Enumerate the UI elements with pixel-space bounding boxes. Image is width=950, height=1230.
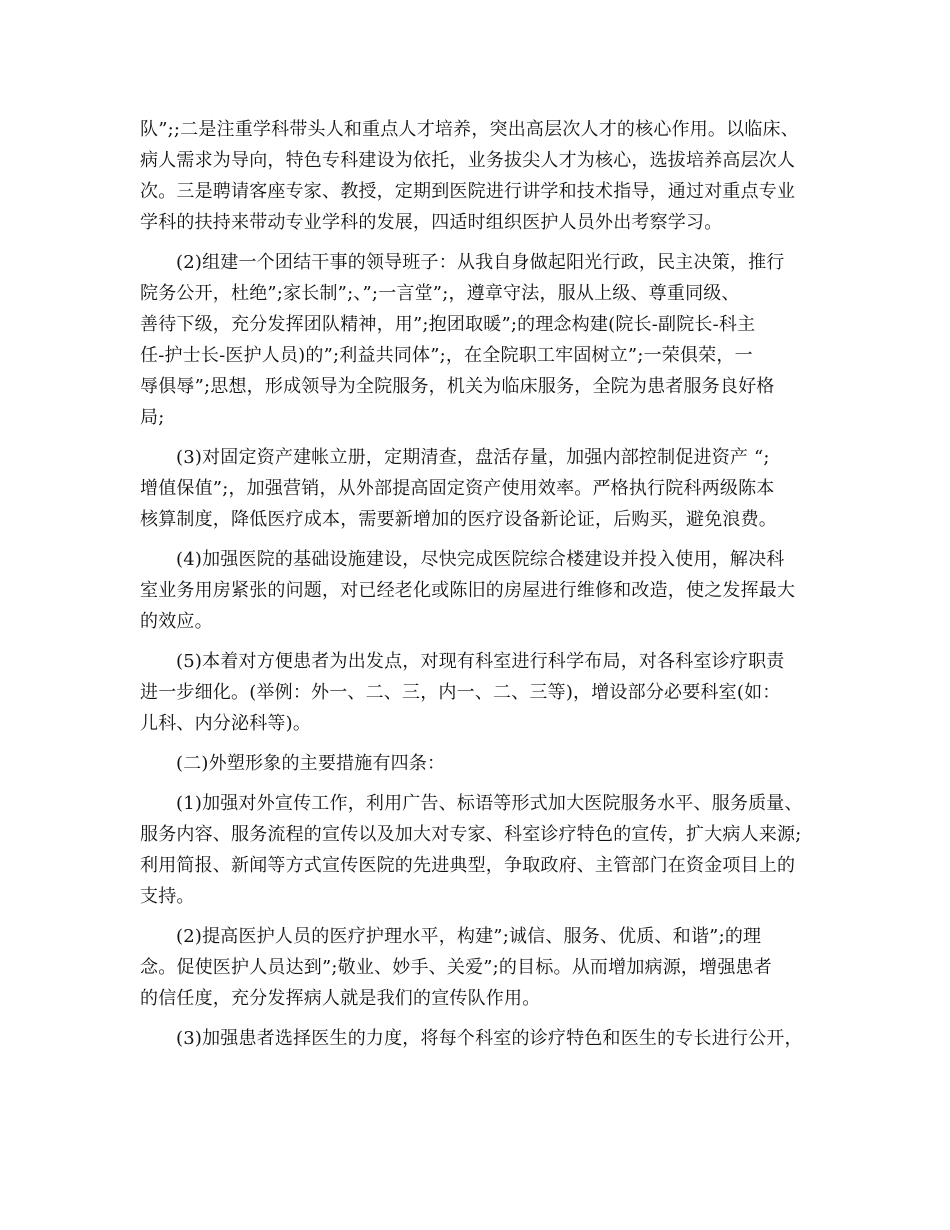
paragraph-start-line: (1)加强对外宣传工作，利用广告、标语等形式加大医院服务水平、服务质量、 [176, 793, 803, 814]
text-line: 次。三是聘请客座专家、教授，定期到医院进行讲学和技术指导，通过对重点专业 [140, 181, 796, 202]
text-line: 的效应。 [140, 611, 213, 632]
text-line: 增值保值”;，加强营销，从外部提高固定资产使用效率。严格执行院科两级陈本 [140, 478, 775, 499]
paragraph-start-line: (3)对固定资产建帐立册，定期清查，盘活存量，加强内部控制促进资产 “; [176, 447, 770, 468]
text-line: 利用简报、新闻等方式宣传医院的先进典型，争取政府、主管部门在资金项目上的 [140, 855, 796, 876]
text-line: 的信任度，充分发挥病人就是我们的宣传队作用。 [140, 988, 541, 1009]
paragraph-start-line: (4)加强医院的基础设施建设，尽快完成医院综合楼建设并投入使用，解决科 [176, 549, 785, 570]
text-line: 队”;;二是注重学科带头人和重点人才培养，突出高层次人才的核心作用。以临床、 [140, 119, 799, 140]
text-line: 支持。 [140, 886, 195, 907]
section-heading-line: (二)外塑形象的主要措施有四条： [176, 753, 446, 774]
text-line: 病人需求为导向，特色专科建设为依托，业务拔尖人才为核心，选拔培养高层次人 [140, 150, 796, 171]
paragraph-start-line: (2)组建一个团结干事的领导班子：从我自身做起阳光行政，民主决策，推行 [176, 252, 785, 273]
text-line: 儿科、内分泌科等)。 [140, 713, 312, 734]
text-line: 善待下级，充分发挥团队精神，用”;抱团取暖”;的理念构建(院长-副院长-科主 [140, 314, 756, 335]
text-line: 院务公开，杜绝”;家长制”;、”;一言堂”;，遵章守法，服从上级、尊重同级、 [140, 283, 740, 304]
document-body [140, 114, 820, 1054]
paragraph-start-line: (2)提高医护人员的医疗护理水平，构建”;诚信、服务、优质、和谐”;的理 [176, 926, 762, 947]
text-line: 任-护士长-医护人员)的”;利益共同体”;，在全院职工牢固树立”;一荣俱荣，一 [140, 345, 753, 366]
text-line: 辱俱辱”;思想，形成领导为全院服务，机关为临床服务，全院为患者服务良好格 [140, 376, 775, 397]
text-line: 服务内容、服务流程的宣传以及加大对专家、科室诊疗特色的宣传，扩大病人来源; [140, 824, 802, 845]
text-line: 念。促使医护人员达到”;敬业、妙手、关爱”;的目标。从而增加病源，增强患者 [140, 957, 772, 978]
text-line: 局; [140, 407, 165, 428]
paragraph-start-line: (5)本着对方便患者为出发点，对现有科室进行科学布局，对各科室诊疗职责 [176, 651, 785, 672]
text-line: 进一步细化。(举例：外一、二、三，内一、二、三等)，增设部分必要科室(如： [140, 682, 781, 703]
text-line: 学科的扶持来带动专业学科的发展，四适时组织医护人员外出考察学习。 [140, 212, 723, 233]
text-line: 核算制度，降低医疗成本，需要新增加的医疗设备新论证，后购买，避免浪费。 [140, 509, 777, 530]
text-line: 室业务用房紧张的问题，对已经老化或陈旧的房屋进行维修和改造，使之发挥最大 [140, 580, 796, 601]
paragraph-start-line: (3)加强患者选择医生的力度，将每个科室的诊疗特色和医生的专长进行公开， [176, 1028, 803, 1049]
